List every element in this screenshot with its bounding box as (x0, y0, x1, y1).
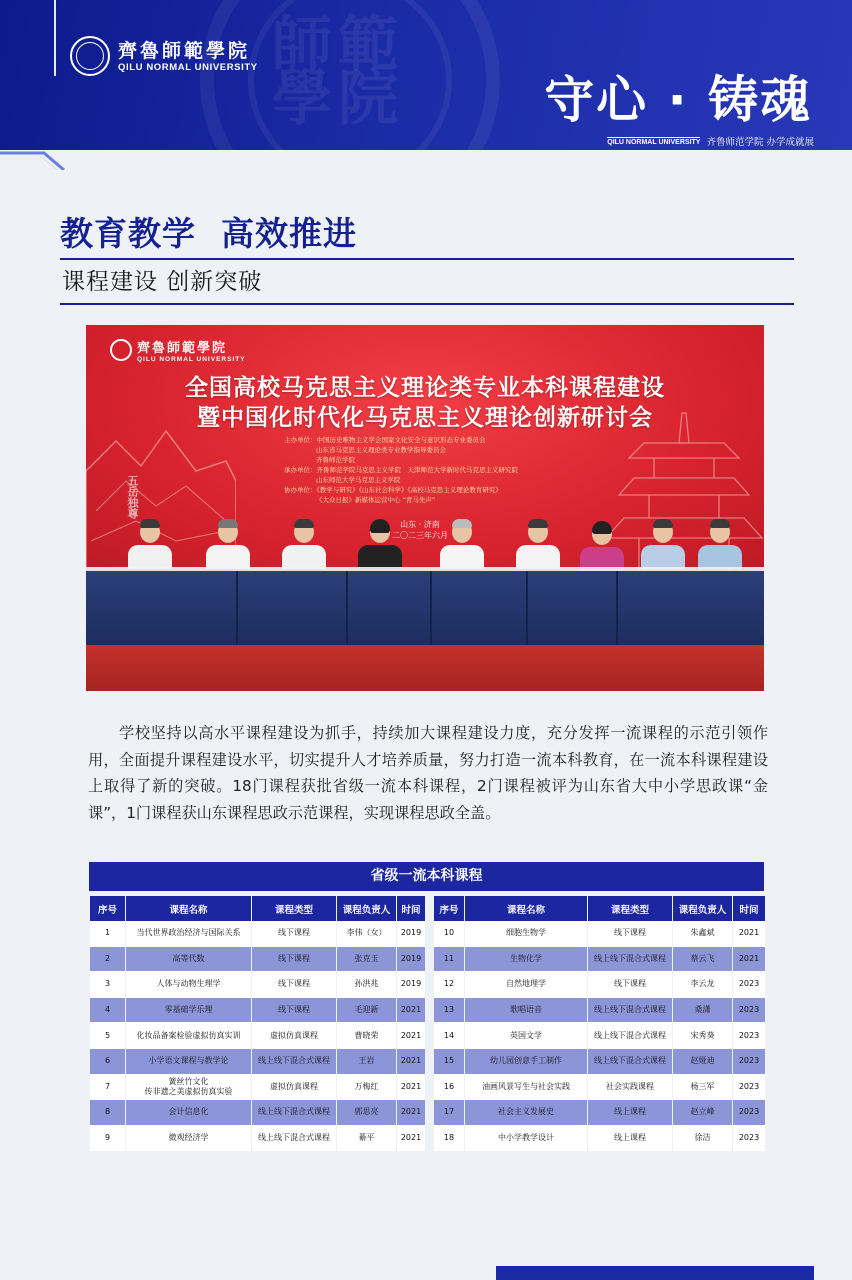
cell-lead: 曹晓荣 (337, 1023, 396, 1049)
table-title: 省级一流本科课程 (89, 862, 764, 891)
banner-school-en: QILU NORMAL UNIVERSITY (137, 356, 246, 363)
tagline-en: QILU NORMAL UNIVERSITY (607, 138, 701, 146)
cell-type: 线上线下混合式课程 (588, 947, 672, 973)
cell-name: 高等代数 (126, 947, 251, 973)
table-row (434, 998, 765, 1024)
stage-table (86, 571, 764, 645)
body-paragraph: 学校坚持以高水平课程建设为抓手，持续加大课程建设力度，充分发挥一流课程的示范引领作用，全面提升课程建设水平，切实提升人才培养质量，努力打造一流本科教育，在一流本科课程建设上取得了新的突破。18门课程获批省级一流本科课程，2门课程被评为山东省大中小学思政课“金课”，1门课程获山东课程思政示范课程，实现课程思政全盖。 (88, 724, 768, 822)
cell-no: 10 (434, 921, 464, 947)
col-header-name: 课程名称 (465, 896, 587, 921)
cell-name: 歌唱语音 (465, 998, 587, 1024)
banner-organizer-7: 《大众日报》新媒体运营中心 “青马先声” (316, 496, 436, 504)
panelist (440, 521, 484, 569)
cell-year: 2023 (733, 1075, 765, 1101)
cell-lead: 李云龙 (673, 972, 732, 998)
banner-date: 二〇二三年六月 (392, 531, 448, 540)
cell-lead: 朱鑫斌 (673, 921, 732, 947)
cell-name: 自然地理学 (465, 972, 587, 998)
stage-seam (430, 571, 432, 645)
col-header-year: 时间 (733, 896, 765, 921)
stage-seam (616, 571, 618, 645)
col-header-no: 序号 (434, 896, 464, 921)
cell-no: 1 (90, 921, 125, 947)
cell-lead: 李伟（女） (337, 921, 396, 947)
cell-year: 2023 (733, 972, 765, 998)
header-divider (54, 0, 56, 76)
subtitle-rule (60, 303, 794, 305)
cell-name: 中小学教学设计 (465, 1126, 587, 1152)
cell-year: 2021 (733, 947, 765, 973)
cell-type: 线上线下混合式课程 (588, 1023, 672, 1049)
mountain-inscription: 五岳独尊 (126, 475, 139, 519)
cell-type: 虚拟仿真课程 (252, 1023, 336, 1049)
table-row (434, 1023, 765, 1049)
panelist (358, 521, 402, 569)
cell-type: 线上线下混合式课程 (252, 1049, 336, 1075)
cell-type: 线下课程 (588, 921, 672, 947)
table-row (90, 972, 425, 998)
cell-name: 化妆品备案检验虚拟仿真实训 (126, 1023, 251, 1049)
panelist (206, 521, 250, 569)
table-row (90, 921, 425, 947)
cell-name: 社会主义发展史 (465, 1100, 587, 1126)
cell-no: 11 (434, 947, 464, 973)
col-header-no: 序号 (90, 896, 125, 921)
banner-organizer-1: 主办单位：中国历史唯物主义学会国家文化安全与意识形态专业委员会 (284, 436, 486, 444)
banner-organizer-2: 山东省马克思主义理论类专业教学指导委员会 (316, 446, 446, 454)
cell-year: 2021 (397, 1100, 425, 1126)
section-title: 教育教学 高效推进 (60, 214, 357, 253)
cell-no: 16 (434, 1075, 464, 1101)
col-header-lead: 课程负责人 (337, 896, 396, 921)
cell-lead: 赵立峰 (673, 1100, 732, 1126)
cell-lead: 綦平 (337, 1126, 396, 1152)
cell-type: 线上线下混合式课程 (252, 1100, 336, 1126)
cell-year: 2021 (397, 1075, 425, 1101)
cell-lead: 徐洁 (673, 1126, 732, 1152)
table-row (434, 1075, 765, 1101)
cell-no: 5 (90, 1023, 125, 1049)
stage-seam (236, 571, 238, 645)
exhibition-title: 守心 · 铸魂 (544, 71, 812, 129)
cell-type: 线下课程 (588, 972, 672, 998)
cell-name: 当代世界政治经济与国际关系 (126, 921, 251, 947)
cell-lead: 桑潇 (673, 998, 732, 1024)
col-header-year: 时间 (397, 896, 425, 921)
cell-year: 2021 (397, 998, 425, 1024)
cell-year: 2021 (397, 1126, 425, 1152)
red-carpet (86, 645, 764, 691)
table-row (90, 1126, 425, 1152)
table-row (434, 1126, 765, 1152)
cell-year: 2023 (733, 1126, 765, 1152)
banner-organizer-5: 山东师范大学马克思主义学院 (316, 476, 401, 484)
panelist (641, 521, 685, 569)
table-row (90, 1049, 425, 1075)
cell-type: 线下课程 (252, 947, 336, 973)
table-row (434, 947, 765, 973)
cell-no: 17 (434, 1100, 464, 1126)
cell-name: 英国文学 (465, 1023, 587, 1049)
cell-type: 线上课程 (588, 1100, 672, 1126)
stage-seam (346, 571, 348, 645)
table-header-row (90, 896, 425, 921)
exhibition-tagline (607, 134, 814, 148)
cell-lead: 张克玉 (337, 947, 396, 973)
col-header-lead: 课程负责人 (673, 896, 732, 921)
banner-title-line1: 全国高校马克思主义理论类专业本科课程建设 (185, 374, 665, 401)
cell-type: 线下课程 (252, 921, 336, 947)
page-header (0, 0, 852, 170)
tagline-cn: 齐鲁师范学院 办学成就展 (706, 137, 814, 148)
cell-year: 2019 (397, 921, 425, 947)
cell-year: 2023 (733, 998, 765, 1024)
table-row (434, 1100, 765, 1126)
cell-name: 零基础学乐理 (126, 998, 251, 1024)
col-header-name: 课程名称 (126, 896, 251, 921)
cell-no: 14 (434, 1023, 464, 1049)
school-logo (70, 36, 258, 76)
section-subtitle: 课程建设 创新突破 (62, 269, 263, 295)
stage-seam (526, 571, 528, 645)
panelist (580, 523, 624, 571)
cell-name: 小学语文课程与教学论 (126, 1049, 251, 1075)
school-name-cn: 齊魯師範學院 (118, 39, 251, 62)
footer-bar (496, 1266, 814, 1280)
panelist (128, 521, 172, 569)
cell-no: 7 (90, 1075, 125, 1101)
cell-type: 线上课程 (588, 1126, 672, 1152)
school-emblem-icon (70, 36, 110, 76)
cell-no: 15 (434, 1049, 464, 1075)
cell-lead: 杨三军 (673, 1075, 732, 1101)
table-row (90, 998, 425, 1024)
banner-emblem-icon (110, 339, 132, 361)
panelist (698, 521, 742, 569)
cell-type: 线上线下混合式课程 (252, 1126, 336, 1152)
table-row (90, 1075, 425, 1101)
cell-no: 2 (90, 947, 125, 973)
cell-lead: 孙洪兆 (337, 972, 396, 998)
cell-no: 12 (434, 972, 464, 998)
table-row (90, 1023, 425, 1049)
conference-photo (86, 325, 764, 691)
course-table-right (433, 896, 766, 1151)
cell-lead: 赵娅迪 (673, 1049, 732, 1075)
panelist (282, 521, 326, 569)
cell-name: 幼儿园创意手工制作 (465, 1049, 587, 1075)
table-row (434, 921, 765, 947)
cell-no: 3 (90, 972, 125, 998)
panelist (516, 521, 560, 569)
cell-year: 2021 (397, 1023, 425, 1049)
cell-type: 社会实践课程 (588, 1075, 672, 1101)
banner-title-line2: 暨中国化时代化马克思主义理论创新研讨会 (197, 404, 653, 431)
banner-school-logo (110, 337, 246, 363)
cell-name: 人体与动物生理学 (126, 972, 251, 998)
banner-organizer-6: 协办单位：《教学与研究》《山东社会科学》《高校马克思主义理论教育研究》 (284, 486, 502, 494)
cell-name: 生物化学 (465, 947, 587, 973)
table-row (434, 972, 765, 998)
header-slant-decoration (0, 150, 852, 170)
cell-no: 9 (90, 1126, 125, 1152)
banner-school-cn: 齊魯師範學院 (137, 341, 228, 356)
cell-lead: 王岩 (337, 1049, 396, 1075)
banner-place: 山东 · 济南 (400, 520, 440, 529)
cell-lead: 毛迎新 (337, 998, 396, 1024)
cell-no: 18 (434, 1126, 464, 1152)
cell-no: 4 (90, 998, 125, 1024)
cell-type: 线下课程 (252, 998, 336, 1024)
cell-name: 会计信息化 (126, 1100, 251, 1126)
cell-year: 2019 (397, 972, 425, 998)
title-rule (60, 258, 794, 260)
cell-year: 2023 (733, 1100, 765, 1126)
col-header-type: 课程类型 (252, 896, 336, 921)
cell-lead: 万梅红 (337, 1075, 396, 1101)
school-name-en: QILU NORMAL UNIVERSITY (118, 61, 258, 73)
cell-name: 微观经济学 (126, 1126, 251, 1152)
col-header-type: 课程类型 (588, 896, 672, 921)
seal-watermark-glyphs: 師範 學院 (272, 10, 404, 134)
cell-lead: 宋秀葵 (673, 1023, 732, 1049)
banner-organizer-3: 齐鲁师范学院 (316, 456, 355, 464)
cell-lead: 蔡云飞 (673, 947, 732, 973)
table-row (90, 1100, 425, 1126)
table-row (434, 1049, 765, 1075)
course-table-left (89, 896, 426, 1151)
cell-name: 簧丝竹文化 传非遗之美虚拟仿真实验 (126, 1075, 251, 1101)
cell-type: 虚拟仿真课程 (252, 1075, 336, 1101)
cell-name: 油画风景写生与社会实践 (465, 1075, 587, 1101)
cell-type: 线下课程 (252, 972, 336, 998)
cell-type: 线上线下混合式课程 (588, 1049, 672, 1075)
cell-type: 线上线下混合式课程 (588, 998, 672, 1024)
cell-year: 2021 (733, 921, 765, 947)
banner-organizer-4: 承办单位：齐鲁师范学院马克思主义学院 天津师范大学新时代马克思主义研究院 (284, 466, 518, 474)
table-header-row (434, 896, 765, 921)
cell-year: 2021 (397, 1049, 425, 1075)
cell-no: 13 (434, 998, 464, 1024)
cell-year: 2023 (733, 1049, 765, 1075)
cell-year: 2019 (397, 947, 425, 973)
cell-no: 8 (90, 1100, 125, 1126)
cell-name: 细胞生物学 (465, 921, 587, 947)
cell-lead: 郭思亮 (337, 1100, 396, 1126)
table-row (90, 947, 425, 973)
cell-no: 6 (90, 1049, 125, 1075)
cell-year: 2023 (733, 1023, 765, 1049)
